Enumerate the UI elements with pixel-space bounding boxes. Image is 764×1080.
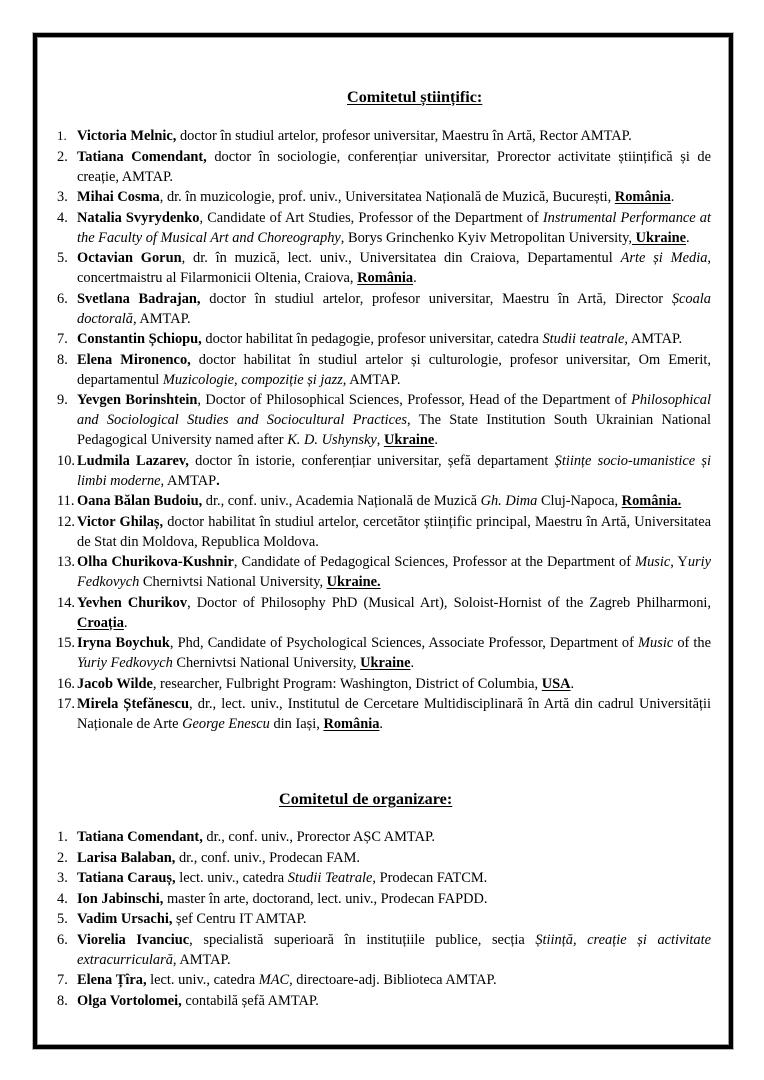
item-number: 5. xyxy=(57,911,68,927)
member-details: Cluj-Napoca, xyxy=(537,493,622,509)
member-details: , concertmaistru al Filarmonicii Oltenia, Craiova, xyxy=(77,250,712,286)
member-details: , AMTAP. xyxy=(172,951,231,968)
member-name: Tatiana Comendant, xyxy=(77,829,203,845)
item-number: 7. xyxy=(57,972,68,988)
member-details: AMTAP. xyxy=(628,331,683,347)
member-details: , Candidate of Art Studies, Professor of the Department of xyxy=(199,209,543,226)
member-details: lect. univ., catedra xyxy=(175,870,288,886)
list-item xyxy=(57,633,711,673)
member-details: contabilă șefă AMTAP. xyxy=(181,992,319,1009)
list-item xyxy=(57,147,711,187)
country-name: USA xyxy=(541,675,571,692)
country-name: România xyxy=(614,189,671,205)
member-details: , Phd, Candidate of Psychological Sciences, Associate Professor, Department of xyxy=(169,635,639,651)
member-details: , dr. în muzicologie, prof. univ., Universitatea Națională de Muzică, București, xyxy=(159,189,615,205)
member-details: . xyxy=(410,655,415,671)
list-item xyxy=(57,694,711,734)
country-name: Ukraine xyxy=(632,229,686,246)
member-details: , The State Institution South Ukrainian National Pedagogical University named after xyxy=(77,412,712,448)
member-details: . xyxy=(570,675,575,692)
member-name: Victor Ghilaș, xyxy=(77,513,164,530)
list-item xyxy=(57,991,711,1011)
item-number: 6. xyxy=(57,931,68,948)
member-details: , specialistă superioară în instituțiile publice, secția xyxy=(189,931,536,948)
item-number: 14. xyxy=(57,594,75,611)
list-item xyxy=(57,889,711,909)
item-number: 2. xyxy=(57,849,68,866)
item-number: 2. xyxy=(57,148,68,165)
member-name: Mirela Ștefănescu xyxy=(77,696,189,712)
item-number: 4. xyxy=(57,209,68,226)
member-name: Yevhen Churikov xyxy=(77,594,188,611)
italic-text: Școala doctorală, xyxy=(77,290,711,327)
member-details: Chernivtsi National University, xyxy=(139,574,327,590)
section-title-organizing-committee: Comitetul de organizare: xyxy=(279,790,453,808)
item-number: 6. xyxy=(57,290,68,307)
member-details: , Doctor of Philosophy PhD (Musical Art), Soloist-Hornist of the Zagreb Philharmoni, xyxy=(187,594,711,611)
member-details: , Borys Grinchenko Kyiv Metropolitan University, xyxy=(340,229,633,246)
member-details: . xyxy=(434,432,438,448)
member-name: Jacob Wilde xyxy=(77,675,153,692)
member-name: Tatiana Carauș, xyxy=(77,870,176,886)
country-name: Croația xyxy=(77,614,124,631)
item-number: 4. xyxy=(57,890,68,907)
list-item xyxy=(57,674,711,694)
member-details: . xyxy=(670,189,675,205)
member-name: Viorelia Ivanciuc xyxy=(77,931,190,948)
member-name: Constantin Șchiopu, xyxy=(77,331,202,347)
list-item xyxy=(57,329,711,349)
italic-text: K. D. Ushynsky xyxy=(287,432,377,448)
list-item xyxy=(57,289,711,329)
member-details: doctor în sociologie, conferențiar universitar, Prorector activitate științifică și de creație, AMTAP. xyxy=(77,148,712,185)
member-details: , Prodecan FATCM. xyxy=(372,870,488,886)
item-number: 1. xyxy=(57,829,68,845)
member-name: . xyxy=(216,472,220,489)
item-number: 1. xyxy=(57,128,67,143)
list-item xyxy=(57,512,711,552)
country-name: România. xyxy=(621,493,682,509)
list-item xyxy=(57,491,711,511)
member-name: Oana Bălan Budoiu, xyxy=(77,493,203,509)
page-border-frame xyxy=(33,33,733,1049)
item-number: 7. xyxy=(57,331,68,347)
member-details: , Doctor of Philosophical Sciences, Professor, Head of the Department of xyxy=(197,392,632,408)
list-item xyxy=(57,909,711,929)
item-number: 8. xyxy=(57,992,68,1009)
member-name: Elena Mironenco, xyxy=(77,351,191,368)
italic-text: Philosophical and Sociological Studies and Sociocultural Practices xyxy=(77,392,712,428)
item-number: 11. xyxy=(57,493,75,509)
item-number: 8. xyxy=(57,351,68,368)
member-name: Yevgen Borinshtein xyxy=(77,392,198,408)
member-details: , Y xyxy=(670,554,688,570)
italic-text: Știință, creație și activitate extracurriculară xyxy=(77,931,712,968)
italic-text: Științe socio-umanistice și limbi moderne xyxy=(77,452,711,489)
member-name: Ion Jabinschi, xyxy=(77,890,164,907)
italic-text: MAC, xyxy=(258,972,293,988)
member-name: Iryna Boychuk xyxy=(77,635,170,651)
list-item xyxy=(57,552,711,592)
italic-text: Music xyxy=(638,635,674,651)
list-item xyxy=(57,208,711,248)
italic-text: Muzicologie, compoziție și jazz, xyxy=(162,371,347,388)
member-details: AMTAP. xyxy=(346,371,401,388)
member-details: master în arte, doctorand, lect. univ., Prodecan FAPDD. xyxy=(163,890,488,907)
list-item xyxy=(57,593,711,633)
member-details: . xyxy=(379,716,384,732)
member-name: Vadim Ursachi, xyxy=(77,911,173,927)
section-title-scientific-committee: Comitetul științific: xyxy=(347,88,483,106)
member-details: dr., conf. univ., Prodecan FAM. xyxy=(175,849,361,866)
member-name: Olha Churikova-Kushnir xyxy=(77,554,234,570)
member-details: . xyxy=(413,270,417,286)
member-name: Elena Țîra, xyxy=(77,972,147,988)
country-name: România xyxy=(357,270,414,286)
member-details: doctor în studiul artelor, profesor universitar, Maestru în Artă, Rector AMTAP. xyxy=(176,128,632,144)
member-details: . xyxy=(123,614,128,631)
member-details: , dr. în muzică, lect. univ., Universitatea din Craiova, Departamentul xyxy=(181,250,621,266)
item-number: 9. xyxy=(57,392,68,408)
item-number: 10. xyxy=(57,452,75,469)
member-details: doctor habilitat în pedagogie, profesor universitar, catedra xyxy=(201,331,543,347)
member-details: doctor în studiul artelor, profesor universitar, Maestru în Artă, Director xyxy=(200,290,672,307)
member-name: Tatiana Comendant, xyxy=(77,148,207,165)
item-number: 13. xyxy=(57,554,75,570)
member-name: Victoria Melnic, xyxy=(77,128,177,144)
italic-text: Arte și Media xyxy=(620,250,708,266)
member-details: , AMTAP xyxy=(160,472,217,489)
list-item xyxy=(57,248,711,288)
member-name: Svetlana Badrajan, xyxy=(77,290,201,307)
item-number: 12. xyxy=(57,513,75,530)
country-name: România xyxy=(323,716,380,732)
member-name: Olga Vortolomei, xyxy=(77,992,182,1009)
scientific-committee-list xyxy=(57,126,711,735)
list-item xyxy=(57,126,711,146)
member-details: șef Centru IT AMTAP. xyxy=(172,911,307,927)
member-details: of the xyxy=(673,635,712,651)
list-item xyxy=(57,451,711,491)
member-name: Octavian Gorun xyxy=(77,250,182,266)
list-item xyxy=(57,970,711,990)
item-number: 5. xyxy=(57,250,68,266)
italic-text: Studii teatrale, xyxy=(542,331,629,347)
italic-text: Yuriy Fedkovych xyxy=(77,655,173,671)
member-details: , Candidate of Pedagogical Sciences, Professor at the Department of xyxy=(233,554,636,570)
member-details: doctor habilitat în studiul artelor, cercetător științific principal, Maestru în Artă, Universitatea de Stat din Moldova, Republica Moldova. xyxy=(77,513,711,550)
italic-text: Gh. Dima xyxy=(480,493,538,509)
member-details: Chernivtsi National University, xyxy=(172,655,361,671)
list-item xyxy=(57,187,711,207)
list-item xyxy=(57,390,711,450)
item-number: 15. xyxy=(57,635,75,651)
member-details: dr., conf. univ., Academia Națională de Muzică xyxy=(202,493,481,509)
member-name: Natalia Svyrydenko xyxy=(77,209,200,226)
organizing-committee-list xyxy=(57,827,711,1011)
country-name: Ukraine. xyxy=(326,574,381,590)
member-details: doctor habilitat în studiul artelor și culturologie, profesor universitar, Om Emerit, departamentul xyxy=(77,351,711,388)
member-name: Mihai Cosma xyxy=(77,189,160,205)
italic-text: George Enescu xyxy=(182,716,270,732)
member-details: . xyxy=(686,229,690,246)
item-number: 16. xyxy=(57,675,75,692)
country-name: Ukraine xyxy=(383,432,435,448)
member-details: , dr., lect. univ., Institutul de Cercetare Multidisciplinară în Artă din cadrul Universității Naționale de Arte xyxy=(77,696,711,732)
italic-text: uriy Fedkovych xyxy=(77,554,711,590)
item-number: 3. xyxy=(57,870,68,886)
member-details: doctor în istorie, conferențiar universitar, șefă departament xyxy=(188,452,555,469)
list-item xyxy=(57,930,711,970)
member-name: Ludmila Lazarev, xyxy=(77,452,189,469)
item-number: 17. xyxy=(57,696,75,712)
member-details: directoare-adj. Biblioteca AMTAP. xyxy=(292,972,497,988)
list-item xyxy=(57,827,711,847)
member-name: Larisa Balaban, xyxy=(77,849,176,866)
member-details: , xyxy=(376,432,384,448)
italic-text: Studii Teatrale xyxy=(287,870,373,886)
item-number: 3. xyxy=(57,189,68,205)
member-details: , researcher, Fulbright Program: Washington, District of Columbia, xyxy=(152,675,542,692)
italic-text: Music xyxy=(635,554,671,570)
list-item xyxy=(57,350,711,390)
list-item xyxy=(57,868,711,888)
country-name: Ukraine xyxy=(360,655,411,671)
member-details: dr., conf. univ., Prorector AȘC AMTAP. xyxy=(202,829,435,845)
member-details: din Iași, xyxy=(269,716,324,732)
list-item xyxy=(57,848,711,868)
italic-text: Instrumental Performance at the Faculty of Musical Art and Choreography xyxy=(77,209,711,246)
member-details: lect. univ., catedra xyxy=(146,972,259,988)
member-details: AMTAP. xyxy=(136,310,191,327)
